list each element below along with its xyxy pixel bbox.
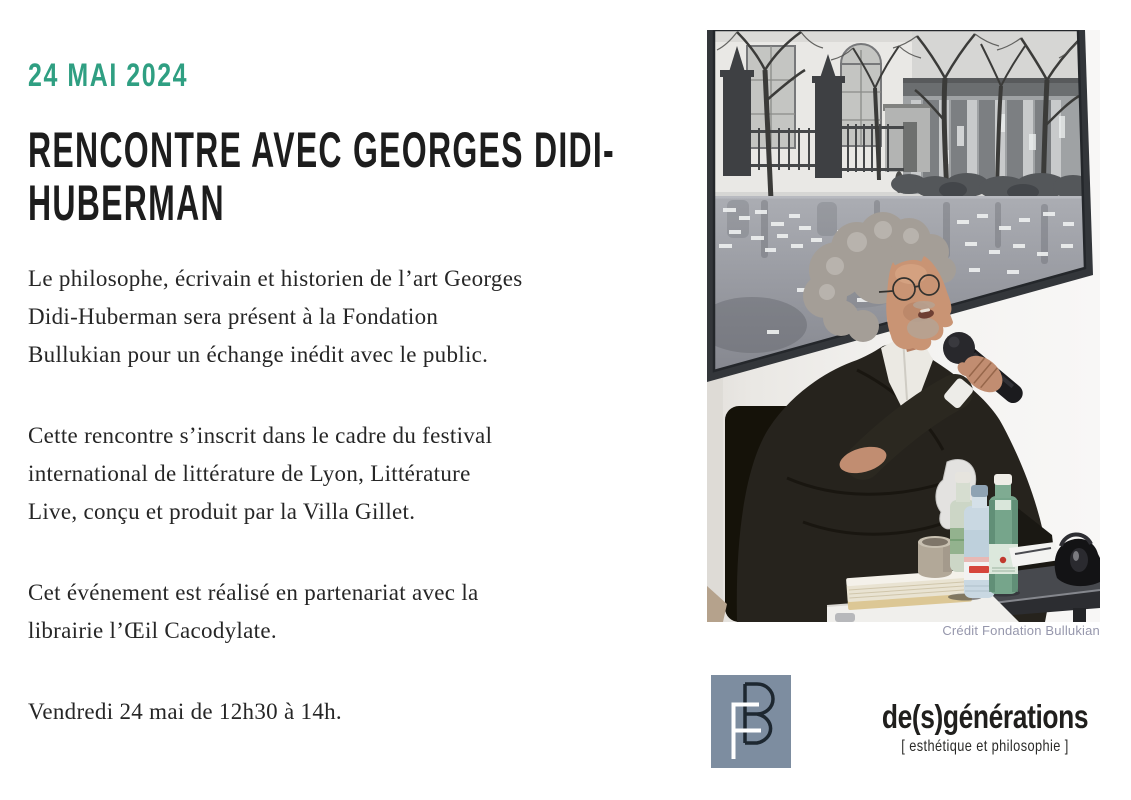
fondation-bullukian-logo — [711, 675, 791, 768]
event-title-line2: HUBERMAN — [28, 175, 225, 231]
text-line: Le philosophe, écrivain et historien de l’art Georges — [28, 266, 523, 291]
fb-monogram-icon — [711, 675, 791, 768]
event-title — [28, 124, 615, 230]
mug — [918, 536, 952, 578]
text-line: Live, conçu et produit par la Villa Gillet. — [28, 499, 416, 524]
desgenerations-subtitle: [ esthétique et philosophie ] — [901, 738, 1069, 755]
paragraph-1 — [28, 260, 523, 374]
photo-illustration — [707, 30, 1100, 622]
text-line: Bullukian pour un échange inédit avec le public. — [28, 342, 489, 367]
text-line: librairie l’Œil Cacodylate. — [28, 618, 277, 643]
text-line: Cet événement est réalisé en partenariat avec la — [28, 580, 479, 605]
paragraph-2 — [28, 417, 523, 531]
text-line: Cette rencontre s’inscrit dans le cadre du festival — [28, 423, 493, 448]
text-line: international de littérature de Lyon, Littérature — [28, 461, 471, 486]
event-description — [28, 260, 523, 731]
event-schedule: Vendredi 24 mai de 12h30 à 14h. — [28, 699, 342, 724]
text-line: Didi-Huberman sera présent à la Fondation — [28, 304, 439, 329]
event-photo — [707, 30, 1100, 622]
desgenerations-logo — [861, 699, 1109, 756]
photo-credit: Crédit Fondation Bullukian — [942, 623, 1100, 638]
paragraph-3 — [28, 574, 523, 650]
event-date: 24 MAI 2024 — [28, 57, 189, 93]
event-title-line1: RENCONTRE AVEC GEORGES DIDI- — [28, 122, 615, 178]
desgenerations-wordmark: de(s)générations — [881, 698, 1089, 735]
